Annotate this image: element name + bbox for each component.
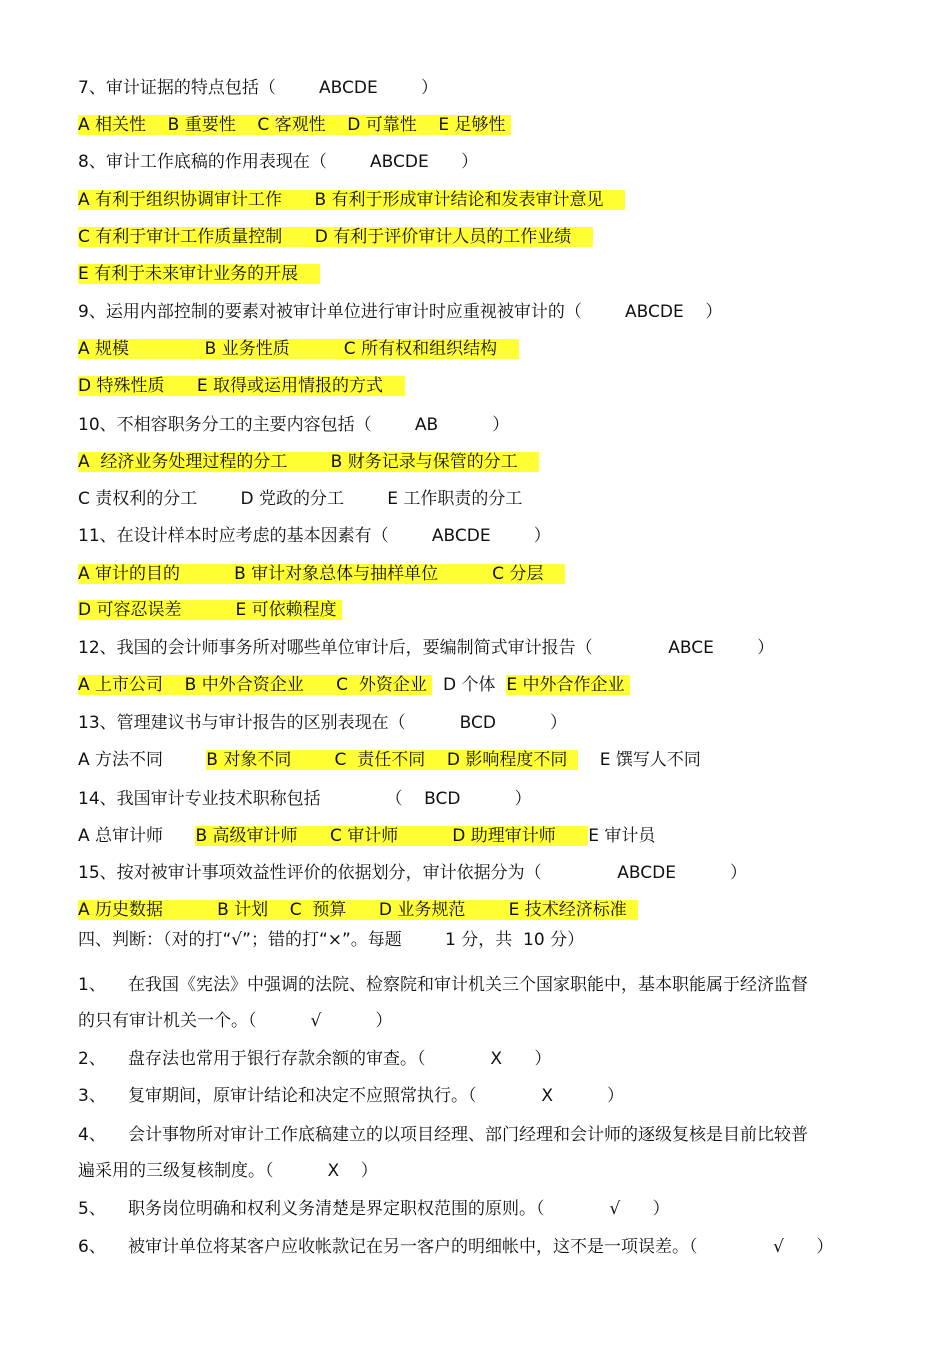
q11-question: 11、在设计样本时应考虑的基本因素有（ ABCDE ）: [78, 526, 551, 546]
q14-options-highlight: B 高级审计师 C 审计师 D 助理审计师: [195, 826, 589, 846]
q11-options-line2-highlight: D 可容忍误差 E 可依赖程度: [78, 600, 343, 620]
q13-options-pre: A 方法不同: [78, 750, 207, 770]
q10-options-line2: C 责权利的分工 D 党政的分工 E 工作职责的分工: [78, 489, 523, 509]
q11-options-line1-highlight: A 审计的目的 B 审计对象总体与抽样单位 C 分层: [78, 564, 566, 584]
q7-options-highlight: A 相关性 B 重要性 C 客观性 D 可靠性 E 足够性: [78, 115, 511, 135]
q9-options-line2-highlight: D 特殊性质 E 取得或运用情报的方式: [78, 376, 405, 396]
tf-item-4: [78, 1123, 808, 1147]
q14-options: [78, 824, 655, 848]
q9-options-line1-highlight: A 规模 B 业务性质 C 所有权和组织结构: [78, 339, 519, 359]
q12-options-highlight-b: E 中外合作企业: [506, 675, 630, 695]
q14-options-pre: A 总审计师: [78, 826, 196, 846]
tf-item-5-number: 5、: [78, 1199, 106, 1219]
q14-options-post: E 审计员: [588, 826, 656, 846]
q8-options-line2: [78, 225, 593, 249]
q10-question: 10、不相容职务分工的主要内容包括（ AB ）: [78, 415, 510, 435]
tf-item-2: [78, 1047, 551, 1071]
tf-item-5: [78, 1197, 670, 1221]
tf-item-4-continued: 遍采用的三级复核制度。（ X ）: [78, 1161, 378, 1181]
q8-options-line3-highlight: E 有利于未来审计业务的开展: [78, 264, 320, 284]
q15-options-highlight: A 历史数据 B 计划 C 预算 D 业务规范 E 技术经济标准: [78, 900, 638, 920]
tf-item-3-text: 复审期间，原审计结论和决定不应照常执行。（ X ）: [128, 1086, 625, 1106]
q12-options-plain: D 个体: [432, 675, 507, 695]
q13-question: 13、管理建议书与审计报告的区别表现在（ BCD ）: [78, 713, 568, 733]
tf-item-6-number: 6、: [78, 1237, 106, 1257]
q14-question: 14、我国审计专业技术职称包括 （ BCD ）: [78, 789, 532, 809]
q11-options-line2: [78, 598, 342, 622]
tf-item-1-continued: 的只有审计机关一个。（ √ ）: [78, 1011, 393, 1031]
q7-question: 7、审计证据的特点包括（ ABCDE ）: [78, 78, 438, 98]
q10-options-line1-highlight: A 经济业务处理过程的分工 B 财务记录与保管的分工: [78, 452, 540, 472]
tf-item-2-number: 2、: [78, 1049, 106, 1069]
tf-item-3: [78, 1084, 624, 1108]
tf-item-1: [78, 973, 808, 997]
q8-options-line1-highlight: A 有利于组织协调审计工作 B 有利于形成审计结论和发表审计意见: [78, 190, 626, 210]
q12-question: 12、我国的会计师事务所对哪些单位审计后，要编制简式审计报告（ ABCE ）: [78, 638, 775, 658]
q8-options-line2-highlight: C 有利于审计工作质量控制 D 有利于评价审计人员的工作业绩: [78, 227, 593, 247]
q9-options-line2: [78, 374, 405, 398]
q9-options-line1: [78, 337, 519, 361]
tf-item-6: [78, 1235, 833, 1259]
q8-options-line1: [78, 188, 625, 212]
tf-item-1-number: 1、: [78, 975, 106, 995]
tf-item-5-text: 职务岗位明确和权利义务清楚是界定职权范围的原则。（ √ ）: [128, 1199, 670, 1219]
tf-item-6-text: 被审计单位将某客户应收帐款记在另一客户的明细帐中，这不是一项误差。（ √ ）: [128, 1237, 834, 1257]
section-4-heading: 四、判断：（对的打“√”；错的打“×”。每题 1 分，共 10 分）: [78, 930, 585, 950]
tf-item-4-text: 会计事物所对审计工作底稿建立的以项目经理、部门经理和会计师的逐级复核是目前比较普: [128, 1125, 808, 1145]
q10-options-line1: [78, 450, 539, 474]
tf-item-1-text: 在我国《宪法》中强调的法院、检察院和审计机关三个国家职能中，基本职能属于经济监督: [128, 975, 808, 995]
q12-options-highlight-a: A 上市公司 B 中外合资企业 C 外资企业: [78, 675, 433, 695]
tf-item-4-number: 4、: [78, 1125, 106, 1145]
q13-options: [78, 748, 701, 772]
q13-options-highlight: B 对象不同 C 责任不同 D 影响程度不同: [206, 750, 579, 770]
q13-options-post: E 馔写人不同: [578, 750, 701, 770]
q7-options: [78, 113, 511, 137]
q15-question: 15、按对被审计事项效益性评价的依据划分，审计依据分为（ ABCDE ）: [78, 863, 748, 883]
tf-item-2-text: 盘存法也常用于银行存款余额的审查。（ X ）: [128, 1049, 552, 1069]
q8-options-line3: [78, 262, 320, 286]
q12-options: [78, 673, 630, 697]
q15-options: [78, 898, 638, 922]
q8-question: 8、审计工作底稿的作用表现在（ ABCDE ）: [78, 152, 479, 172]
q11-options-line1: [78, 562, 565, 586]
q9-question: 9、运用内部控制的要素对被审计单位进行审计时应重视被审计的（ ABCDE ）: [78, 302, 723, 322]
tf-item-3-number: 3、: [78, 1086, 106, 1106]
